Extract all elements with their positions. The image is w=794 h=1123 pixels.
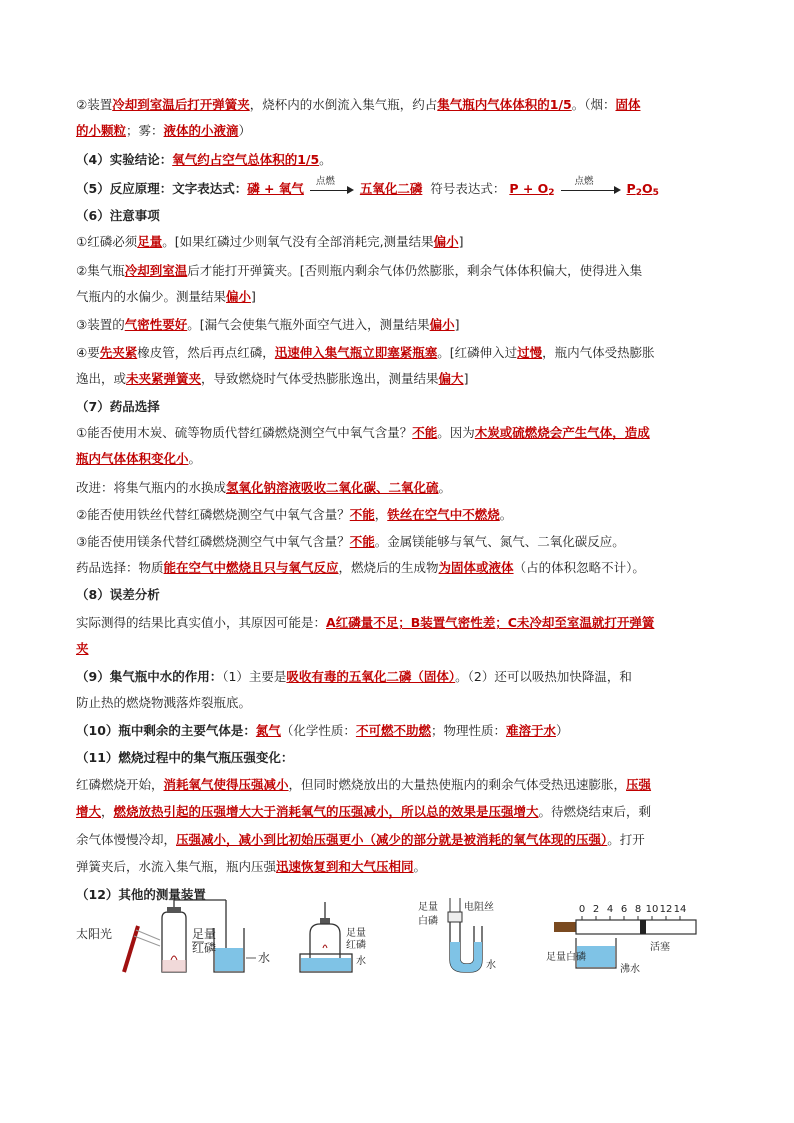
- red-phosphorus-label: 足量: [192, 927, 217, 941]
- boiling-water-label: 沸水: [620, 964, 640, 975]
- water-label-c: 水: [486, 960, 496, 971]
- red-phosphorus-label-b: 足量: [346, 928, 366, 939]
- drug-q2: ②能否使用铁丝代替红磷燃烧测空气中氧气含量？不能，铁丝在空气中不燃烧。: [76, 507, 513, 522]
- water-label-b: 水: [356, 956, 366, 967]
- syringe-scale: [579, 904, 687, 920]
- pressure-line-3: 余气体慢慢冷却，压强减小，减小到比初始压强更小（减少的部分就是被消耗的氧气体现的压强）。打开: [76, 832, 645, 847]
- scale-tick-label: 12: [659, 904, 673, 915]
- scale-tick-label: 8: [634, 904, 642, 915]
- water-role-line: （9）集气瓶中水的作用：（1）主要是吸收有毒的五氧化二磷（固体）。（2）还可以吸热加快降温，和: [76, 669, 632, 684]
- remaining-gas-line: （10）瓶中剩余的主要气体是：氮气（化学性质：不可燃不助燃；物理性质：难溶于水）: [76, 723, 569, 738]
- drug-q1: ①能否使用木炭、硫等物质代替红磷燃烧测空气中氧气含量？不能。因为木炭或硫燃烧会产生气体，造成: [76, 425, 650, 440]
- white-phosphorus-label-2: 白磷: [418, 916, 438, 927]
- pressure-line-4: 弹簧夹后，水流入集气瓶，瓶内压强迅速恢复到和大气压相同。: [76, 859, 427, 874]
- white-phosphorus-label: 足量: [418, 902, 438, 913]
- note-2-cont: 气瓶内的水偏少。测量结果偏小]: [76, 289, 256, 304]
- error-heading: （8）误差分析: [76, 587, 160, 602]
- red-phosphorus-label-b2: 红磷: [346, 940, 366, 951]
- reaction-arrow: 点燃: [310, 185, 354, 195]
- principle-line: （5）反应原理：文字表达式：磷 + 氧气 点燃 五氧化二磷 符号表达式： $P + O_2$ 点燃 $P_2O_5$: [76, 175, 659, 198]
- figure-sunlight-apparatus: [76, 898, 286, 978]
- reaction-arrow-2: 点燃: [561, 185, 621, 195]
- piston-label: 活塞: [650, 942, 670, 953]
- line-step2-cont: 的小颗粒；雾：液体的小液滴）: [76, 123, 252, 138]
- drug-choice: 药品选择：物质能在空气中燃烧且只与氧气反应，燃烧后的生成物为固体或液体（占的体积忽略不计）。: [76, 560, 645, 575]
- note-4-cont: 逸出，或未夹紧弹簧夹，导致燃烧时气体受热膨胀逸出，测量结果偏大]: [76, 371, 469, 386]
- other-devices-heading: （12）其他的测量装置: [76, 887, 206, 902]
- scale-tick-label: 0: [578, 904, 586, 915]
- figure-syringe-apparatus: [546, 898, 716, 978]
- note-1: ①红磷必须足量。[如果红磷过少则氧气没有全部消耗完,测量结果偏小]: [76, 234, 464, 249]
- note-3: ③装置的气密性要好。[漏气会使集气瓶外面空气进入，测量结果偏小]: [76, 317, 460, 332]
- note-2: ②集气瓶冷却到室温后才能打开弹簧夹。[否则瓶内剩余气体仍然膨胀，剩余气体体积偏大，使得进入集: [76, 263, 643, 278]
- scale-tick-label: 10: [645, 904, 659, 915]
- red-phosphorus-label-2: 红磷: [192, 941, 217, 955]
- figure-bell-jar-apparatus: [298, 898, 398, 978]
- error-line: 实际测得的结果比真实值小，其原因可能是：A红磷量不足；B装置气密性差；C未冷却至室温就打开弹簧: [76, 615, 655, 630]
- sun-label: 太阳光: [76, 927, 113, 941]
- note-4: ④要先夹紧橡皮管，然后再点红磷，迅速伸入集气瓶立即塞紧瓶塞。[红磷伸入过过慢，瓶内气体受热膨胀: [76, 345, 655, 360]
- notes-heading: （6）注意事项: [76, 208, 160, 223]
- figure-u-tube-apparatus: [412, 898, 532, 978]
- line-step2: ②装置冷却到室温后打开弹簧夹，烧杯内的水倒流入集气瓶，约占集气瓶内气体体积的1/5。（烟：固体: [76, 97, 641, 112]
- water-label: 水: [258, 951, 271, 965]
- conclusion-line: （4）实验结论：氧气约占空气总体积的1/5。: [76, 152, 332, 167]
- scale-tick-label: 2: [592, 904, 600, 915]
- apparatus-figures: [76, 898, 716, 978]
- scale-tick-label: 6: [620, 904, 628, 915]
- error-line-cont: 夹: [76, 641, 89, 656]
- drug-q1-cont: 瓶内气体体积变化小。: [76, 451, 202, 466]
- pressure-line-2: 增大，燃烧放热引起的压强增大大于消耗氧气的压强减小，所以总的效果是压强增大。待燃烧结束后，剩: [76, 804, 652, 819]
- pressure-line-1: 红磷燃烧开始，消耗氧气使得压强减小，但同时燃烧放出的大量热使瓶内的剩余气体受热迅速膨胀，压强: [76, 777, 652, 792]
- scale-tick-label: 14: [673, 904, 687, 915]
- resistance-wire-label: 电阻丝: [464, 902, 494, 913]
- white-phosphorus-label-d: 足量白磷: [546, 952, 586, 963]
- water-role-cont: 防止热的燃烧物溅落炸裂瓶底。: [76, 695, 252, 710]
- pressure-heading: （11）燃烧过程中的集气瓶压强变化：: [76, 750, 294, 765]
- drug-q3: ③能否使用镁条代替红磷燃烧测空气中氧气含量？不能。金属镁能够与氧气、氮气、二氧化碳反应。: [76, 534, 625, 549]
- improve-line: 改进：将集气瓶内的水换成氢氧化钠溶液吸收二氧化碳、二氧化硫。: [76, 480, 452, 495]
- scale-tick-label: 4: [606, 904, 614, 915]
- drug-heading: （7）药品选择: [76, 399, 160, 414]
